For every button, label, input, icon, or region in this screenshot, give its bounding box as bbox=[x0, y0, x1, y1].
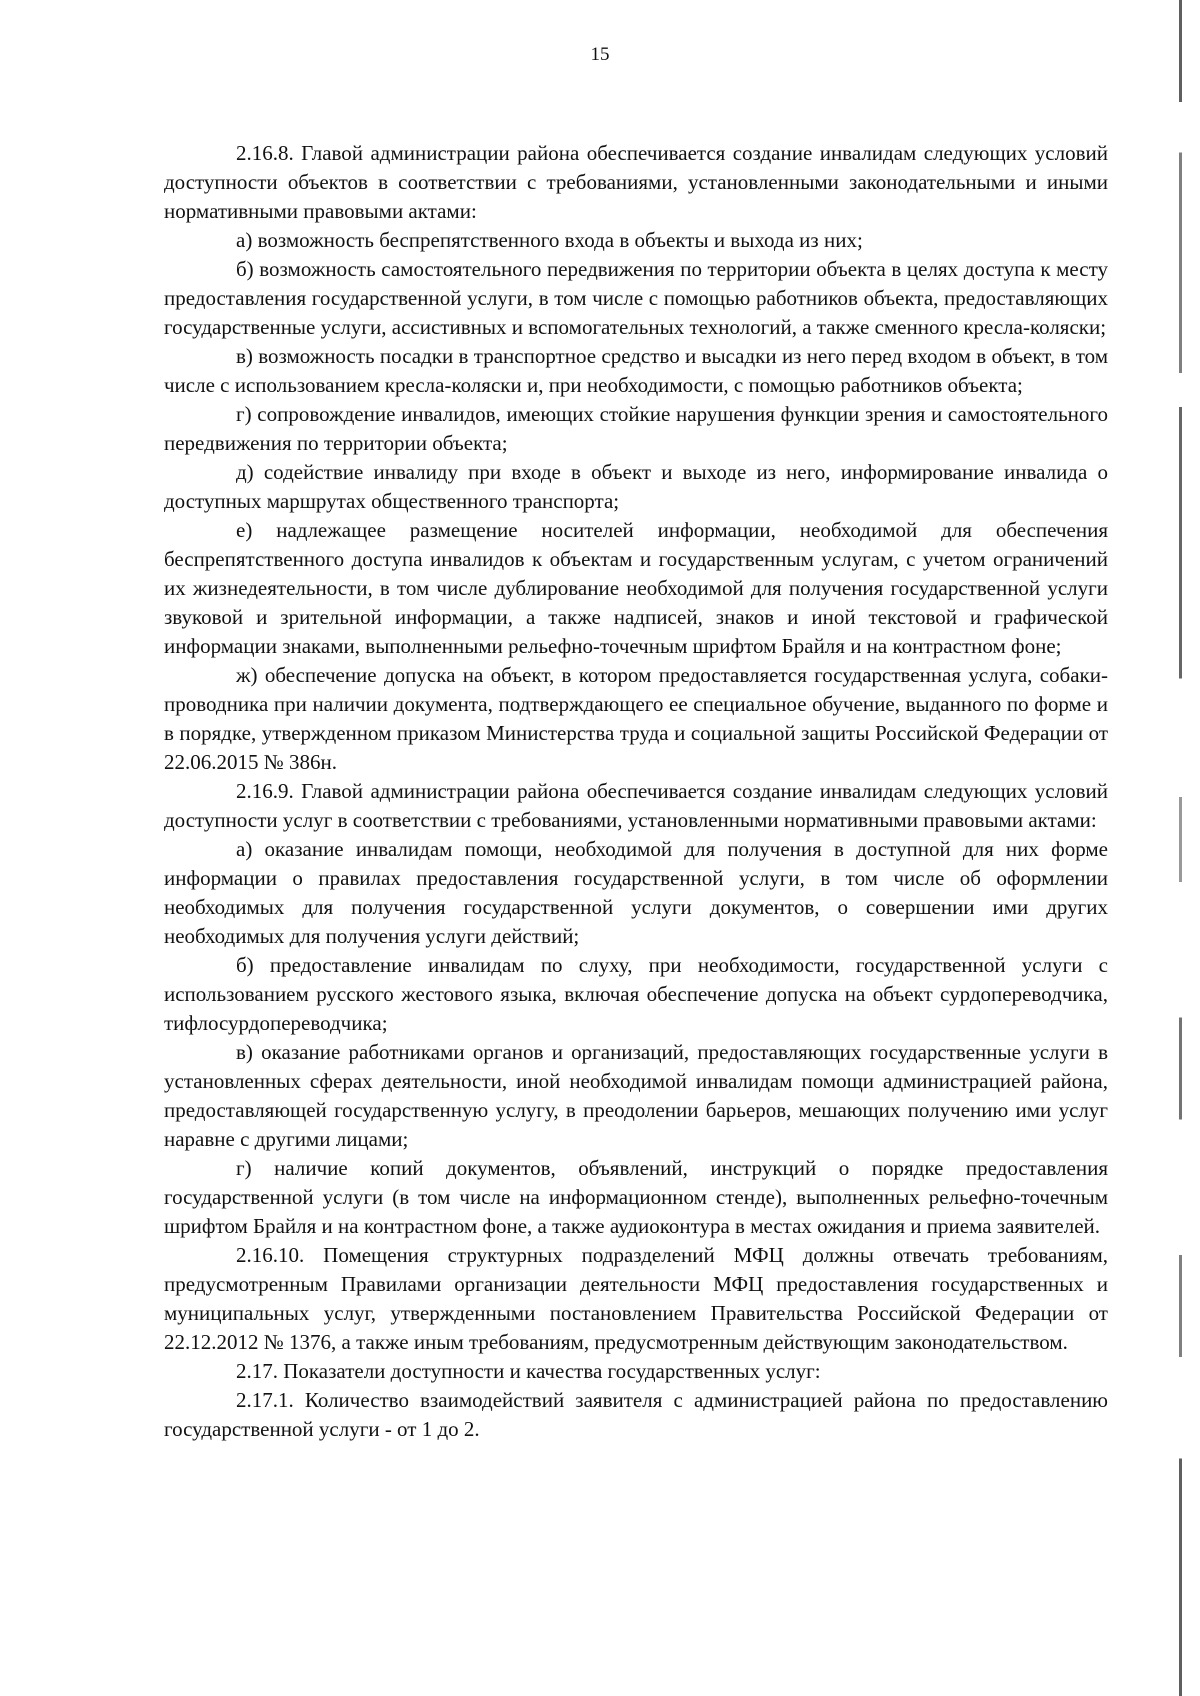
paragraph-item-a: а) возможность беспрепятственного входа в объекты и выхода из них; bbox=[236, 228, 863, 252]
paragraph-2-17: 2.17. Показатели доступности и качества государственных услуг: bbox=[236, 1359, 821, 1383]
paragraph-item-g-2: г) наличие копий документов, объявлений, инструкций о порядке предоставления государственной услуги (в том числе на информационном стенде), выполненных рельефно-точечным шрифтом Брайля и на контрастном фоне, а также аудиоконтура в местах ожидания и приема заявителей. bbox=[164, 1156, 1108, 1238]
paragraph-2-16-10: 2.16.10. Помещения структурных подразделений МФЦ должны отвечать требованиям, предусмотренным Правилами организации деятельности МФЦ предоставления государственных и муниципальных услуг, утвержденными постановлением Правительства Российской Федерации от 22.12.2012 № 1376, а также иным требованиям, предусмотренным действующим законодательством. bbox=[164, 1243, 1108, 1354]
page-number: 15 bbox=[590, 44, 610, 65]
paragraph-item-d: д) содействие инвалиду при входе в объект и выходе из него, информирование инвалида о доступных маршрутах общественного транспорта; bbox=[164, 460, 1108, 513]
paragraph-item-v-2: в) оказание работниками органов и организаций, предоставляющих государственные услуги в установленных сферах деятельности, иной необходимой инвалидам помощи администрацией района, предоставляющей государственную услугу, в преодолении барьеров, мешающих получению ими услуг наравне с другими лицами; bbox=[164, 1040, 1108, 1151]
scan-edge-artifact bbox=[1179, 0, 1182, 1696]
paragraph-item-b: б) возможность самостоятельного передвижения по территории объекта в целях доступа к месту предоставления государственной услуги, в том числе с помощью работников объекта, предоставляющих государственные услуги, ассистивных и вспомогательных технологий, а также сменного кресла-коляски; bbox=[164, 257, 1108, 339]
paragraph-item-b-2: б) предоставление инвалидам по слуху, при необходимости, государственной услуги с использованием русского жестового языка, включая обеспечение допуска на объект сурдопереводчика, тифлосурдопереводчика; bbox=[164, 953, 1108, 1035]
paragraph-item-zh: ж) обеспечение допуска на объект, в котором предоставляется государственная услуга, собаки-проводника при наличии документа, подтверждающего ее специальное обучение, выданного по форме и в порядке, утвержденном приказом Министерства труда и социальной защиты Российской Федерации от 22.06.2015 № 386н. bbox=[164, 663, 1108, 774]
paragraph-item-e: е) надлежащее размещение носителей информации, необходимой для обеспечения беспрепятственного доступа инвалидов к объектам и государственным услугам, с учетом ограничений их жизнедеятельности, в том числе дублирование необходимой для получения государственной услуги звуковой и зрительной информации, а также надписей, знаков и иной текстовой и графической информации знаками, выполненными рельефно-точечным шрифтом Брайля и на контрастном фоне; bbox=[164, 518, 1108, 658]
paragraph-2-16-8: 2.16.8. Главой администрации района обеспечивается создание инвалидам следующих условий доступности объектов в соответствии с требованиями, установленными законодательными и иными нормативными правовыми актами: bbox=[164, 141, 1108, 223]
paragraph-2-17-1: 2.17.1. Количество взаимодействий заявителя с администрацией района по предоставлению государственной услуги - от 1 до 2. bbox=[164, 1388, 1108, 1441]
document-body bbox=[164, 139, 1108, 1444]
paragraph-item-v: в) возможность посадки в транспортное средство и высадки из него перед входом в объект, в том числе с использованием кресла-коляски и, при необходимости, с помощью работников объекта; bbox=[164, 344, 1108, 397]
paragraph-2-16-9: 2.16.9. Главой администрации района обеспечивается создание инвалидам следующих условий доступности услуг в соответствии с требованиями, установленными нормативными правовыми актами: bbox=[164, 779, 1108, 832]
paragraph-item-g: г) сопровождение инвалидов, имеющих стойкие нарушения функции зрения и самостоятельного передвижения по территории объекта; bbox=[164, 402, 1108, 455]
paragraph-item-a-2: а) оказание инвалидам помощи, необходимой для получения в доступной для них форме информации о правилах предоставления государственной услуги, в том числе об оформлении необходимых для получения государственной услуги документов, о совершении ими других необходимых для получения услуги действий; bbox=[164, 837, 1108, 948]
